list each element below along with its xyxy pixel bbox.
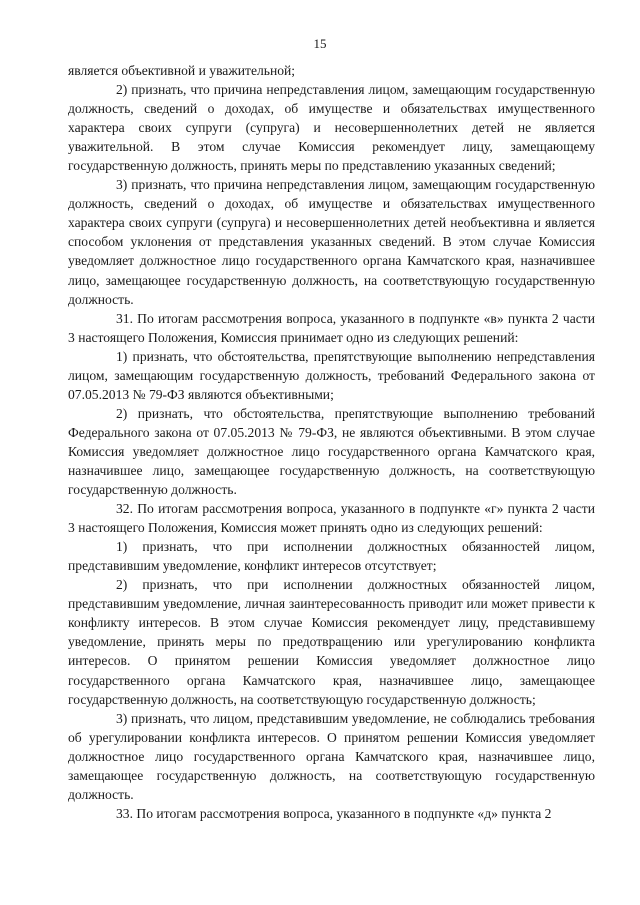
paragraph: 3) признать, что лицом, представившим уведомление, не соблюдались требования об урегулировании конфликта интересов. О принятом решении Комиссия уведомляет должностное лицо государственного органа Камчатского края, назначившее лицо, замещающее государственную должность, на соответствующую государственную должность. (68, 710, 595, 802)
paragraph: 2) признать, что причина непредставления лицом, замещающим государственную должность, сведений о доходах, об имуществе и обязательствах имущественного характера своих супруги (супруга) и несовершеннолетних детей не является уважительной. В этом случае Комиссия рекомендует лицу, замещающему государственную должность, принять меры по представлению указанных сведений; (68, 82, 595, 174)
paragraph: 1) признать, что обстоятельства, препятствующие выполнению непредставления лицом, замещающим государственную должность, требований Федерального закона от 07.05.2013 № 79-ФЗ являются объективными; (68, 348, 595, 402)
paragraph: 2) признать, что при исполнении должностных обязанностей лицом, представившим уведомление, личная заинтересованность приводит или может привести к конфликту интересов. В этом случае Комиссия рекомендует лицу, представившему уведомление, принять меры по предотвращению или урегулированию конфликта интересов. О принятом решении Комиссия уведомляет должностное лицо государственного органа Камчатского края, назначившее лицо, замещающее государственную должность, на соответствующую государственную должность; (68, 577, 595, 707)
paragraph: 31. По итогам рассмотрения вопроса, указанного в подпункте «в» пункта 2 части 3 настоящего Положения, Комиссия принимает одно из следующих решений: (68, 310, 595, 345)
document-body (68, 61, 595, 823)
paragraph: 33. По итогам рассмотрения вопроса, указанного в подпункте «д» пункта 2 (116, 805, 552, 821)
paragraph: 3) признать, что причина непредставления лицом, замещающим государственную должность, сведений о доходах, об имуществе и обязательствах имущественного характера своих супруги (супруга) и несовершеннолетних детей необъективна и является способом уклонения от представления указанных сведений. В этом случае Комиссия уведомляет должностное лицо государственного органа Камчатского края, назначившее лицо, замещающее государственную должность, на соответствующую государственную должность. (68, 177, 595, 307)
paragraph: 2) признать, что обстоятельства, препятствующие выполнению требований Федерального закона от 07.05.2013 № 79-ФЗ, не являются объективными. В этом случае Комиссия уведомляет должностное лицо государственного органа Камчатского края, назначившее лицо, замещающее государственную должность, на соответствующую государственную должность. (68, 405, 595, 498)
paragraph: является объективной и уважительной; (68, 63, 296, 78)
paragraph: 32. По итогам рассмотрения вопроса, указанного в подпункте «г» пункта 2 части 3 настоящего Положения, Комиссия может принять одно из следующих решений: (68, 501, 595, 536)
paragraph: 1) признать, что при исполнении должностных обязанностей лицом, представившим уведомление, конфликт интересов отсутствует; (68, 539, 595, 574)
page-number: 15 (313, 36, 327, 51)
